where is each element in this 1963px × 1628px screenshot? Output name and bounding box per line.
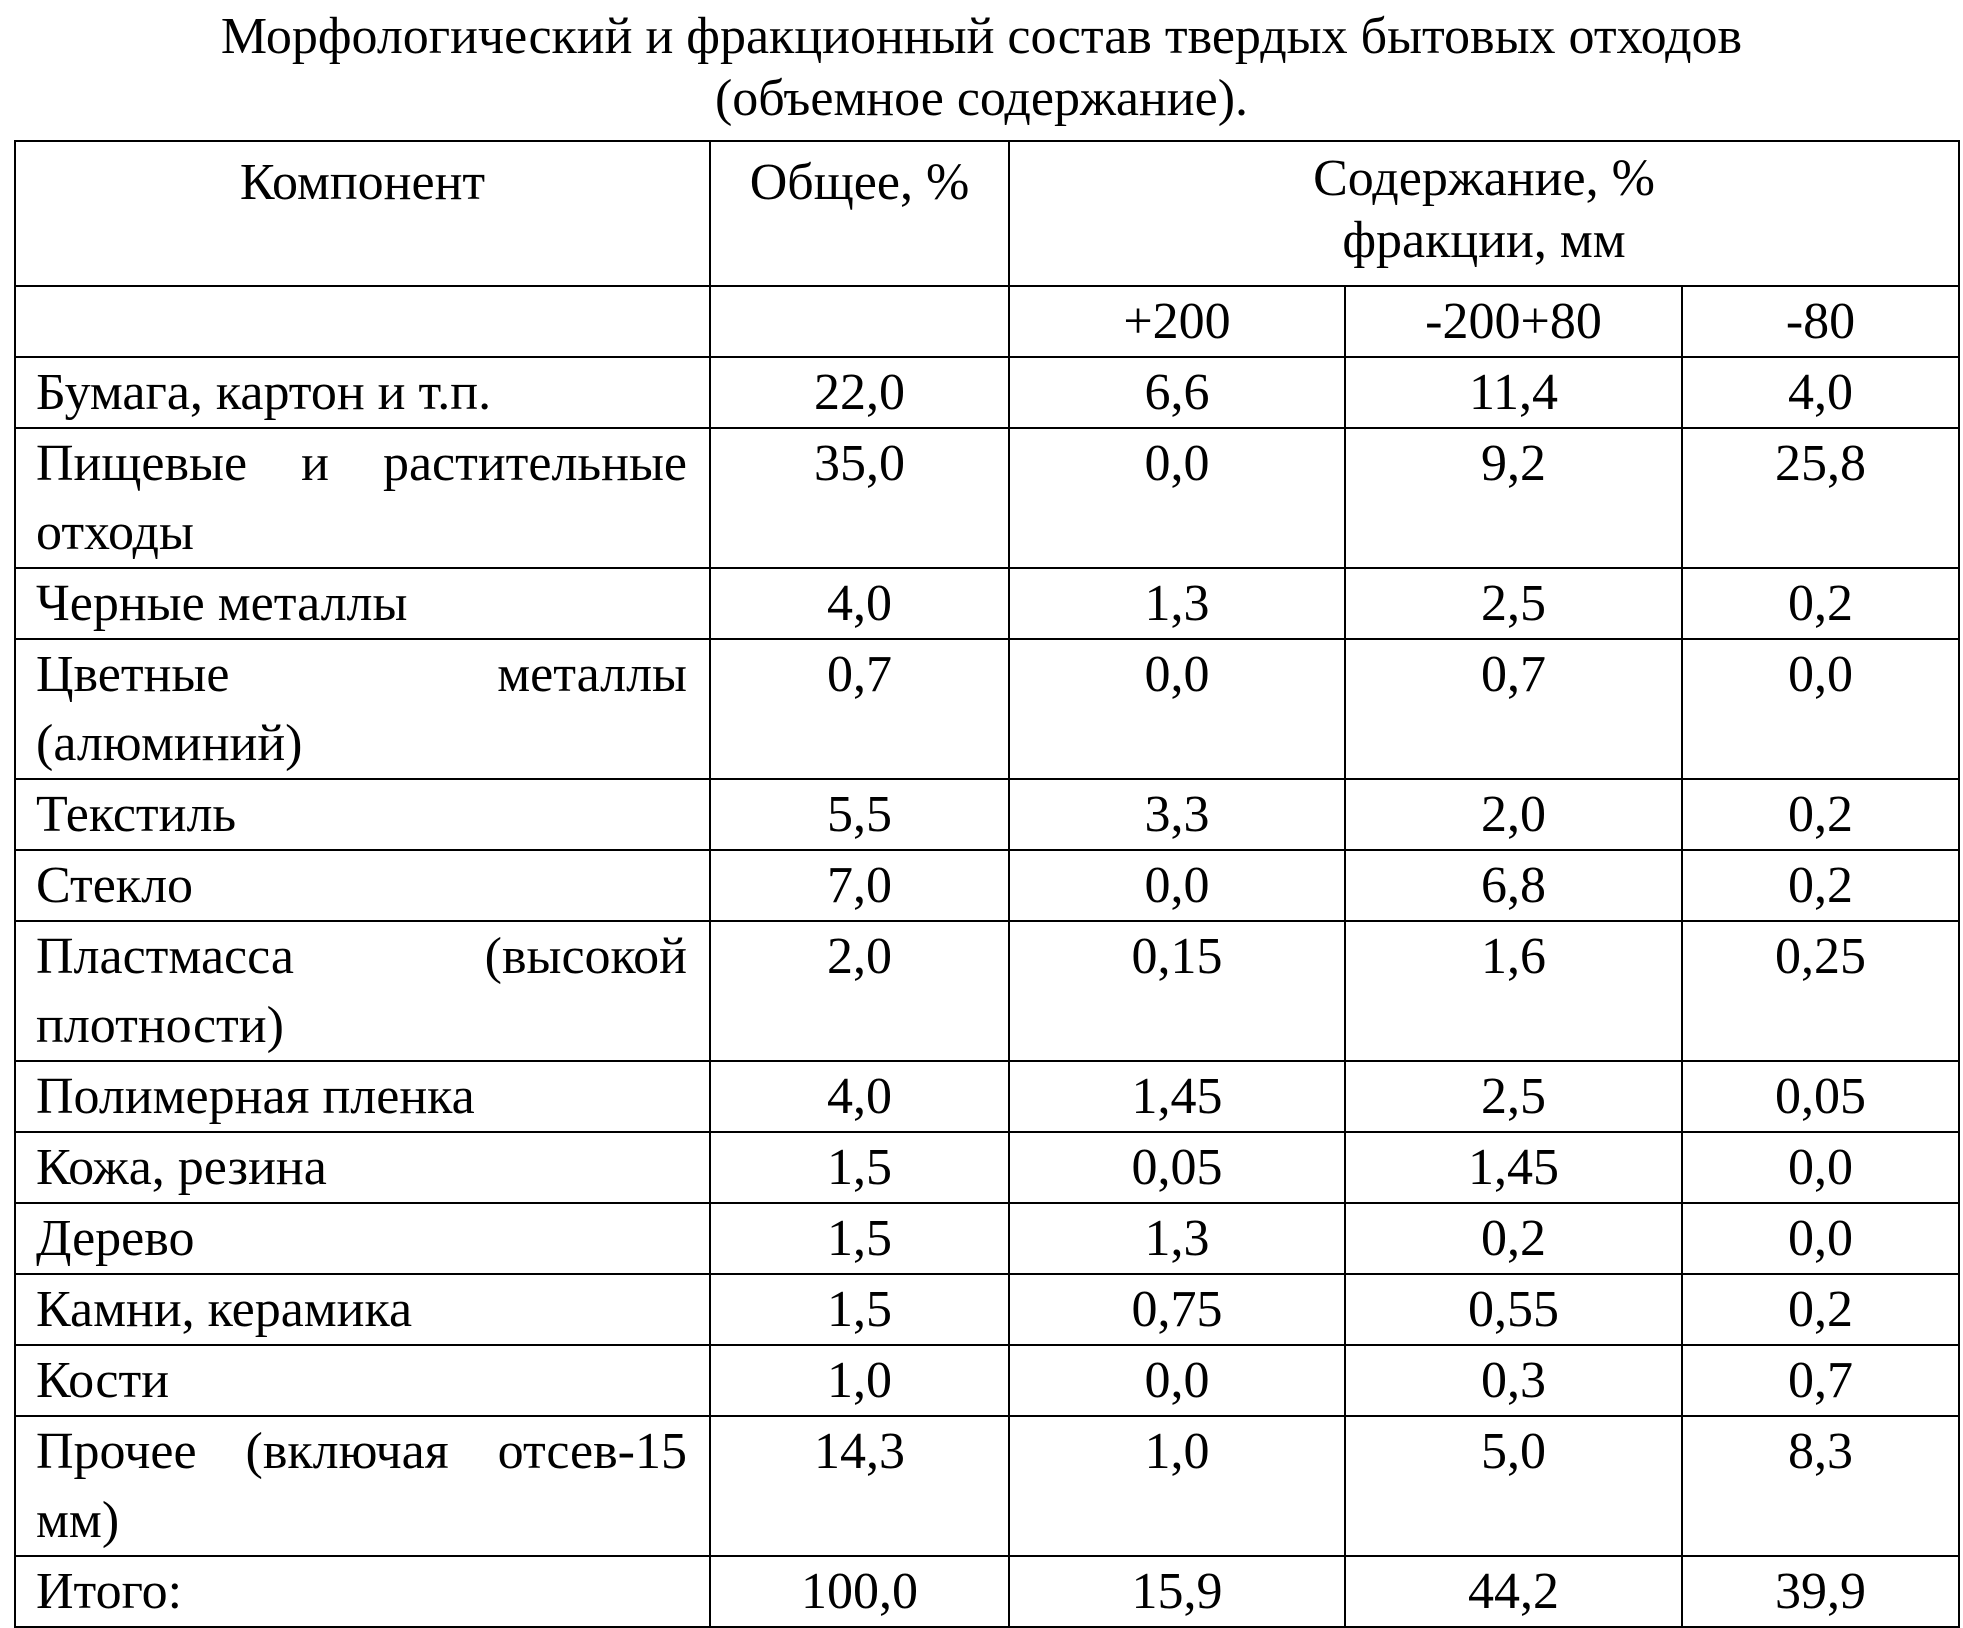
fraction-minus80-value: 0,2 [1682, 779, 1959, 850]
fraction-minus80-value: 0,0 [1682, 1132, 1959, 1203]
total-percent: 4,0 [710, 1061, 1009, 1132]
fraction-minus80-value: 8,3 [1682, 1416, 1959, 1556]
document-title [0, 6, 1963, 130]
fraction-200-80-value: 2,5 [1345, 568, 1682, 639]
fraction-200-80-value: 0,2 [1345, 1203, 1682, 1274]
composition-table [14, 140, 1960, 1628]
total-percent: 1,5 [710, 1274, 1009, 1345]
table-row [15, 1203, 1959, 1274]
title-line-1: Морфологический и фракционный состав твердых бытовых отходов [220, 8, 1743, 65]
table-row [15, 428, 1959, 568]
fraction-plus200-value: 0,15 [1009, 921, 1345, 1061]
table-row [15, 1061, 1959, 1132]
fraction-plus200-value: 1,3 [1009, 1203, 1345, 1274]
fraction-minus80-value: 0,2 [1682, 1274, 1959, 1345]
component-name: Черные металлы [15, 568, 710, 639]
fraction-header-minus80: -80 [1682, 286, 1959, 357]
header-component: Компонент [15, 141, 710, 286]
fraction-minus80-value: 0,7 [1682, 1345, 1959, 1416]
table-row [15, 1274, 1959, 1345]
fraction-minus80-value: 0,25 [1682, 921, 1959, 1061]
title-line-2: (объемное содержание). [714, 70, 1249, 127]
total-percent: 2,0 [710, 921, 1009, 1061]
fraction-plus200-value: 0,0 [1009, 1345, 1345, 1416]
fraction-plus200-value: 1,3 [1009, 568, 1345, 639]
component-name: Текстиль [15, 779, 710, 850]
total-percent: 7,0 [710, 850, 1009, 921]
component-name: Цветные металлы (алюминий) [15, 639, 710, 779]
component-name: Прочее (включая отсев-15 мм) [15, 1416, 710, 1556]
header-content [1009, 141, 1959, 286]
fraction-minus80-value: 0,0 [1682, 1203, 1959, 1274]
table-row [15, 357, 1959, 428]
table-row [15, 568, 1959, 639]
total-percent: 100,0 [710, 1556, 1009, 1627]
component-name: Пищевые и растительные отходы [15, 428, 710, 568]
component-name: Итого: [15, 1556, 710, 1627]
fraction-minus80-value: 25,8 [1682, 428, 1959, 568]
fraction-200-80-value: 9,2 [1345, 428, 1682, 568]
fraction-plus200-value: 0,0 [1009, 850, 1345, 921]
total-percent: 1,5 [710, 1203, 1009, 1274]
component-name: Пластмасса (высокой плотности) [15, 921, 710, 1061]
total-row [15, 1556, 1959, 1627]
total-percent: 35,0 [710, 428, 1009, 568]
table-row [15, 850, 1959, 921]
component-name: Дерево [15, 1203, 710, 1274]
fraction-200-80-value: 1,45 [1345, 1132, 1682, 1203]
header-content-line-1: Содержание, % [1313, 150, 1655, 207]
fraction-plus200-value: 0,0 [1009, 428, 1345, 568]
fraction-header-plus200: +200 [1009, 286, 1345, 357]
table-row [15, 639, 1959, 779]
fraction-minus80-value: 4,0 [1682, 357, 1959, 428]
header-content-line-2: фракции, мм [1342, 212, 1626, 269]
fraction-200-80-value: 0,55 [1345, 1274, 1682, 1345]
fraction-plus200-value: 0,0 [1009, 639, 1345, 779]
component-name: Бумага, картон и т.п. [15, 357, 710, 428]
fraction-header-row [15, 286, 1959, 357]
fraction-200-80-value: 1,6 [1345, 921, 1682, 1061]
total-percent: 0,7 [710, 639, 1009, 779]
header-row [15, 141, 1959, 286]
fraction-200-80-value: 2,0 [1345, 779, 1682, 850]
fraction-200-80-value: 0,3 [1345, 1345, 1682, 1416]
fraction-header-empty-1 [15, 286, 710, 357]
fraction-minus80-value: 39,9 [1682, 1556, 1959, 1627]
component-name: Кости [15, 1345, 710, 1416]
total-percent: 4,0 [710, 568, 1009, 639]
fraction-plus200-value: 6,6 [1009, 357, 1345, 428]
fraction-minus80-value: 0,2 [1682, 568, 1959, 639]
fraction-plus200-value: 15,9 [1009, 1556, 1345, 1627]
component-name: Камни, керамика [15, 1274, 710, 1345]
header-total: Общее, % [710, 141, 1009, 286]
fraction-plus200-value: 0,05 [1009, 1132, 1345, 1203]
fraction-200-80-value: 5,0 [1345, 1416, 1682, 1556]
fraction-header-200-80: -200+80 [1345, 286, 1682, 357]
fraction-minus80-value: 0,05 [1682, 1061, 1959, 1132]
fraction-200-80-value: 44,2 [1345, 1556, 1682, 1627]
fraction-plus200-value: 3,3 [1009, 779, 1345, 850]
total-percent: 14,3 [710, 1416, 1009, 1556]
fraction-plus200-value: 0,75 [1009, 1274, 1345, 1345]
fraction-header-empty-2 [710, 286, 1009, 357]
fraction-plus200-value: 1,45 [1009, 1061, 1345, 1132]
total-percent: 1,5 [710, 1132, 1009, 1203]
fraction-200-80-value: 2,5 [1345, 1061, 1682, 1132]
total-percent: 1,0 [710, 1345, 1009, 1416]
fraction-minus80-value: 0,2 [1682, 850, 1959, 921]
table-row [15, 779, 1959, 850]
fraction-200-80-value: 0,7 [1345, 639, 1682, 779]
table-row [15, 921, 1959, 1061]
table-row [15, 1132, 1959, 1203]
component-name: Стекло [15, 850, 710, 921]
fraction-minus80-value: 0,0 [1682, 639, 1959, 779]
component-name: Кожа, резина [15, 1132, 710, 1203]
total-percent: 5,5 [710, 779, 1009, 850]
table-row [15, 1345, 1959, 1416]
table-row [15, 1416, 1959, 1556]
fraction-200-80-value: 6,8 [1345, 850, 1682, 921]
fraction-plus200-value: 1,0 [1009, 1416, 1345, 1556]
fraction-200-80-value: 11,4 [1345, 357, 1682, 428]
component-name: Полимерная пленка [15, 1061, 710, 1132]
total-percent: 22,0 [710, 357, 1009, 428]
table-body [15, 357, 1959, 1627]
